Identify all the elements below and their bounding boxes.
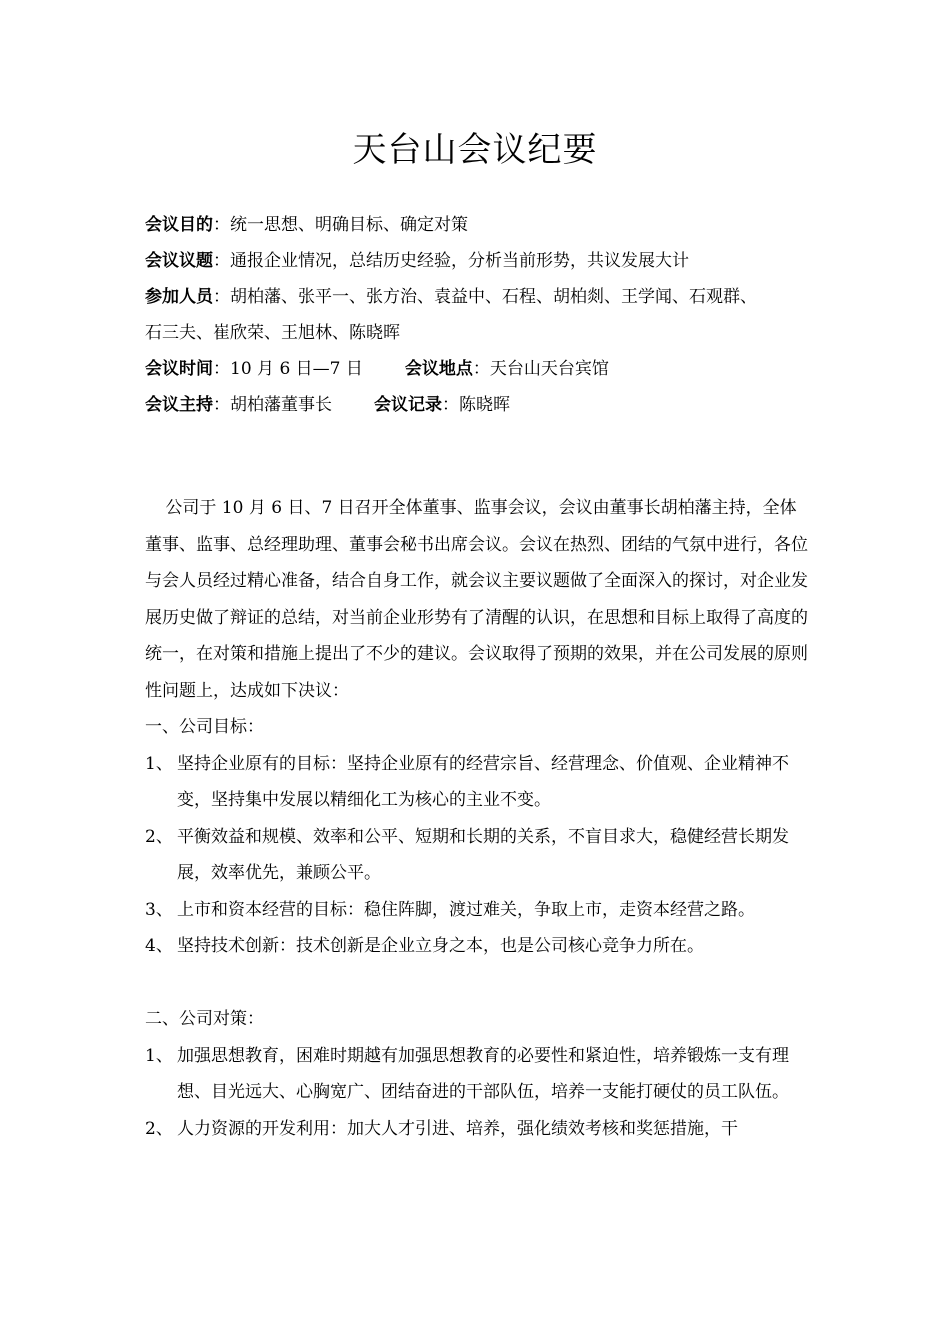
- item-number: 1、: [145, 1045, 173, 1066]
- colon: ：: [213, 215, 230, 235]
- colon: ：: [213, 251, 230, 271]
- item-number: 1、: [145, 753, 173, 774]
- item-text: 上市和资本经营的目标：稳住阵脚，渡过难关，争取上市，走资本经营之路。: [177, 899, 755, 920]
- item-text: 加强思想教育，困难时期越有加强思想教育的必要性和紧迫性，培养锻炼一支有理想、目光远大、心胸宽广、团结奋进的干部队伍，培养一支能打硬仗的员工队伍。: [177, 1045, 789, 1102]
- section1-heading: 一、公司目标：: [145, 717, 264, 737]
- item-text: 平衡效益和规模、效率和公平、短期和长期的关系，不盲目求大，稳健经营长期发展，效率优先，兼顾公平。: [177, 826, 789, 883]
- topic-row: [145, 243, 825, 279]
- attendees-label: 参加人员: [145, 287, 213, 307]
- attendees-row-continued: [145, 315, 825, 351]
- time-value: 10 月 6 日—7 日: [230, 359, 363, 379]
- topic-value: 通报企业情况，总结历史经验，分析当前形势，共议发展大计: [230, 251, 689, 271]
- item-number: 4、: [145, 936, 173, 956]
- topic-label: 会议议题: [145, 251, 213, 271]
- purpose-value: 统一思想、明确目标、确定对策: [230, 215, 468, 235]
- section1-item: [145, 746, 809, 819]
- section1-item: [145, 892, 809, 929]
- item-text: 人力资源的开发利用：加大人才引进、培养，强化绩效考核和奖惩措施，干: [177, 1118, 738, 1139]
- item-number: 2、: [145, 826, 173, 847]
- item-text: 坚持企业原有的目标：坚持企业原有的经营宗旨、经营理念、价值观、企业精神不变，坚持集中发展以精细化工为核心的主业不变。: [177, 753, 789, 810]
- item-text: 坚持技术创新：技术创新是企业立身之本，也是公司核心竞争力所在。: [177, 936, 704, 956]
- colon: ：: [213, 395, 230, 415]
- purpose-label: 会议目的: [145, 215, 213, 235]
- attendees-value-line1: 胡柏藩、张平一、张方治、袁益中、石程、胡柏剡、王学闻、石观群、: [230, 287, 757, 307]
- attendees-row: [145, 279, 825, 315]
- section2-heading: 二、公司对策：: [145, 1009, 264, 1029]
- item-number: 3、: [145, 899, 173, 920]
- host-recorder-row: [145, 387, 825, 423]
- place-label: 会议地点: [404, 359, 473, 379]
- time-place-row: [145, 351, 825, 387]
- recorder-label: 会议记录: [374, 395, 442, 415]
- colon: ：: [213, 359, 230, 379]
- colon: ：: [472, 359, 490, 379]
- section1-item: [145, 819, 809, 892]
- host-value: 胡柏藩董事长: [230, 395, 332, 415]
- document-body: [145, 490, 809, 1147]
- attendees-value-line2: 石三夫、崔欣荣、王旭林、陈晓晖: [145, 323, 400, 343]
- purpose-row: [145, 207, 825, 243]
- intro-paragraph: 公司于 10 月 6 日、7 日召开全体董事、监事会议，会议由董事长胡柏藩主持，全体董事、监事、总经理助理、董事会秘书出席会议。会议在热烈、团结的气氛中进行，各位与会人员经过精心准备，结合自身工作，就会议主要议题做了全面深入的探讨，对企业发展历史做了辩证的总结，对当前企业形势有了清醒的认识，在思想和目标上取得了高度的统一，在对策和措施上提出了不少的建议。会议取得了预期的效果，并在公司发展的原则性问题上，达成如下决议：: [145, 498, 808, 701]
- item-number: 2、: [145, 1118, 173, 1139]
- meeting-info: [145, 207, 825, 423]
- recorder-value: 陈晓晖: [459, 395, 510, 415]
- section1-item: [145, 928, 809, 965]
- section2-item: [145, 1038, 809, 1111]
- blank-line: [145, 965, 809, 1002]
- place-value: 天台山天台宾馆: [489, 359, 609, 379]
- colon: ：: [442, 395, 459, 415]
- section2-item: [145, 1111, 809, 1148]
- document-title: 天台山会议纪要: [352, 130, 598, 170]
- host-label: 会议主持: [145, 395, 213, 415]
- colon: ：: [213, 287, 230, 307]
- time-label: 会议时间: [145, 359, 213, 379]
